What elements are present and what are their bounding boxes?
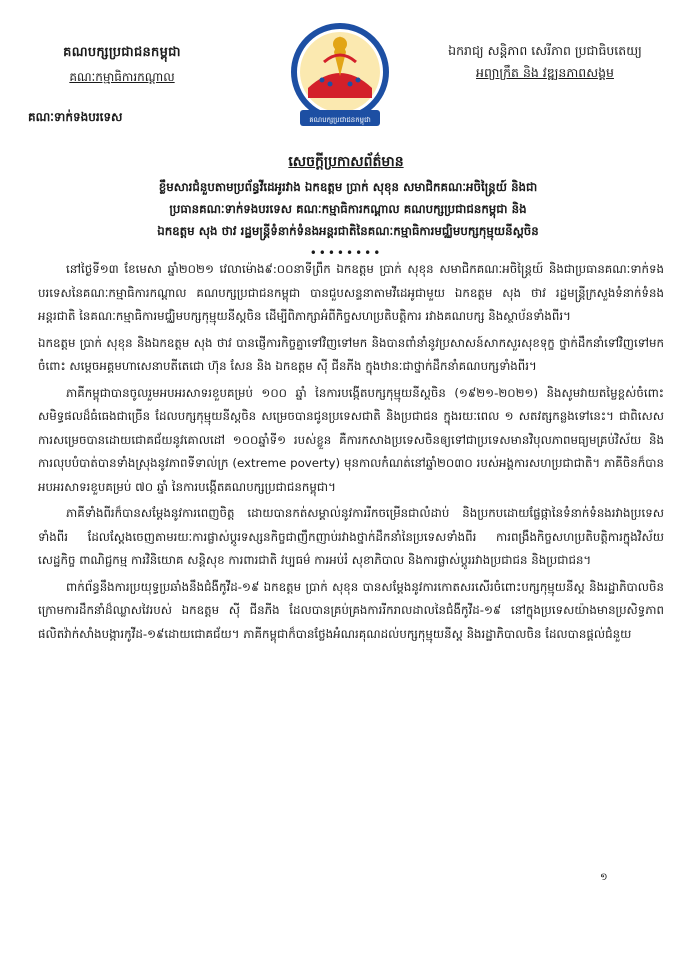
- cpp-logo: [288, 18, 392, 136]
- body-paragraph: នៅថ្ងៃទី១៣ ខែមេសា ឆ្នាំ២០២១ វេលាម៉ោង៩:០០នាទីព្រឹក ឯកឧត្តម ប្រាក់ សុខុន សមាជិកគណៈអចិន្ត្រៃយ៍ និងជាប្រធានគណៈទាក់ទងបរទេសនៃគណៈកម្មាធិការកណ្តាល គណបក្សប្រជាជនកម្ពុជា បានជួបសន្ទនាតាមវីដេអូជាមួយ ឯកឧត្តម សុង ថាវ រដ្ឋមន្ត្រីក្រសួងទំនាក់ទំនងអន្តរជាតិ នៃគណៈកម្មាធិការមជ្ឈិមបក្សកុម្មុយនីស្តចិន ដើម្បីពិភាក្សាអំពីកិច្ចសហប្រតិបត្តិការ រវាងគណបក្ស និងស្ថាប័នទាំងពីរ។: [38, 262, 664, 323]
- motto-line-2: អព្យាក្រឹត និង វឌ្ឍនភាពសង្គម: [476, 65, 614, 80]
- party-name: គណបក្សប្រជាជនកម្ពុជា: [63, 45, 181, 60]
- body-paragraph: ភាគីកម្ពុជាបានចូលរួមអបអរសាទរខួបគម្រប់ ១០០ ឆ្នាំ នៃការបង្កើតបក្សកុម្មុយនីស្តចិន (១៩២១-២០២១) និងសូមវាយតម្លៃខ្ពស់ចំពោះសមិទ្ធផលដ៏ធំធេងជាច្រើន ដែលបក្សកុម្មុយនីស្តចិន សម្រេចបានជូនប្រទេសជាតិ និងប្រជាជន ក្នុងរយៈពេល ១ សតវត្សកន្លងទៅនេះ។ ជាពិសេស ការសម្រេចបានដោយជោគជ័យនូវគោលដៅ ១០០ឆ្នាំទី១ របស់ខ្លួន គឺការកសាងប្រទេសចិនឲ្យទៅជាប្រទេសមានវិបុលភាពមធ្យមគ្រប់វិស័យ និងការលុបបំបាត់បានទាំងស្រុងនូវភាពទីទាល់ក្រ (extreme poverty) មុនកាលកំណត់នៅឆ្នាំ២០៣០ របស់អង្គការសហប្រជាជាតិ។ ភាគីចិនក៏បានអបអរសាទរខួបគម្រប់ ៧០ ឆ្នាំ នៃការបង្កើតគណបក្សប្រជាជនកម្ពុជា។: [38, 385, 664, 494]
- body-paragraph: ភាគីទាំងពីរក៏បានសម្តែងនូវការពេញចិត្ត ដោយបានកត់សម្គាល់នូវការរីកចម្រើនជាលំដាប់ និងប្រកបដោយផ្លែផ្កានៃទំនាក់ទំនងរវាងប្រទេសទាំងពីរ ដែលស្តែងចេញតាមរយៈការផ្លាស់ប្តូរទស្សនកិច្ចជាញឹកញាប់រវាងថ្នាក់ដឹកនាំនៃប្រទេសទាំងពីរ ការពង្រឹងកិច្ចសហប្រតិបត្តិការក្នុងវិស័យសេដ្ឋកិច្ច ពាណិជ្ជកម្ម ការវិនិយោគ សន្តិសុខ ការពារជាតិ វប្បធម៌ ការអប់រំ សុខាភិបាល និងការផ្លាស់ប្តូររវាងប្រជាជន និងប្រជាជន។: [38, 506, 664, 567]
- letterhead-right: [420, 40, 670, 84]
- subtitle-line: ខ្លឹមសារជំនួបតាមប្រព័ន្ធវីដេអូរវាង ឯកឧត្តម ប្រាក់ សុខុន សមាជិកគណៈអចិន្ត្រៃយ៍ និងជា: [158, 180, 538, 194]
- document-subtitle: [38, 176, 658, 242]
- body-paragraph: ពាក់ព័ន្ធនឹងការប្រយុទ្ធប្រឆាំងនឹងជំងឺកូវីដ-១៩ ឯកឧត្តម ប្រាក់ សុខុន បានសម្តែងនូវការកោតសរសើរចំពោះបក្សកុម្មុយនីស្ត និងរដ្ឋាភិបាលចិន ក្រោមការដឹកនាំដ៏ឈ្លាសវៃរបស់ ឯកឧត្តម ស៊ី ជីនភីង ដែលបានគ្រប់គ្រងការរីករាលដាលនៃជំងឺកូវីដ-១៩ នៅក្នុងប្រទេសយ៉ាងមានប្រសិទ្ធភាព ផលិតវ៉ាក់សាំងបង្ការកូវីដ-១៩ដោយជោគជ័យ។ ភាគីកម្ពុជាក៏បានថ្លែងអំណរគុណដល់បក្សកុម្មុយនីស្ត និងរដ្ឋាភិបាលចិន ដែលបានផ្តល់ជំនួយ: [38, 579, 664, 641]
- page-number: ១: [600, 872, 608, 883]
- subtitle-line: ឯកឧត្តម សុង ថាវ រដ្ឋមន្ត្រីទំនាក់ទំនងអន្តរជាតិនៃគណៈកម្មាធិការមជ្ឈិមបក្សកុម្មុយនីស្តចិន: [157, 224, 539, 238]
- subtitle-line: ប្រធានគណៈទាក់ទងបរទេស គណៈកម្មាធិការកណ្តាល គណបក្សប្រជាជនកម្ពុជា និង: [169, 202, 527, 216]
- document-title: សេចក្តីប្រកាសព័ត៌មាន: [288, 154, 404, 170]
- letterhead-left: [22, 44, 222, 127]
- commission-name: គណៈទាក់ទងបរទេស: [28, 110, 123, 124]
- central-committee: គណៈកម្មាធិការកណ្តាល: [69, 70, 175, 84]
- separator-dots: ••••••••: [309, 246, 383, 260]
- logo-caption: គណបក្សប្រជាជនកម្ពុជា: [309, 116, 371, 124]
- motto-line-1: ឯករាជ្យ សន្តិភាព សេរីភាព ប្រជាធិបតេយ្យ: [448, 43, 642, 58]
- body-paragraph: ឯកឧត្តម ប្រាក់ សុខុន និងឯកឧត្តម សុង ថាវ បានផ្ញើការកិច្ចគ្នាទៅវិញទៅមក និងបានពាំនាំនូវប្រសាសន៍សាកសួរសុខទុក្ខ ថ្នាក់ដឹកនាំទៅវិញទៅមក ចំពោះ សម្តេចអគ្គមហាសេនាបតីតេជោ ហ៊ុន សែន និង ឯកឧត្តម ស៊ី ជីនភីង ក្នុងឋានៈជាថ្នាក់ដឹកនាំគណបក្សទាំងពីរ។: [38, 335, 664, 373]
- document-body: [38, 258, 664, 649]
